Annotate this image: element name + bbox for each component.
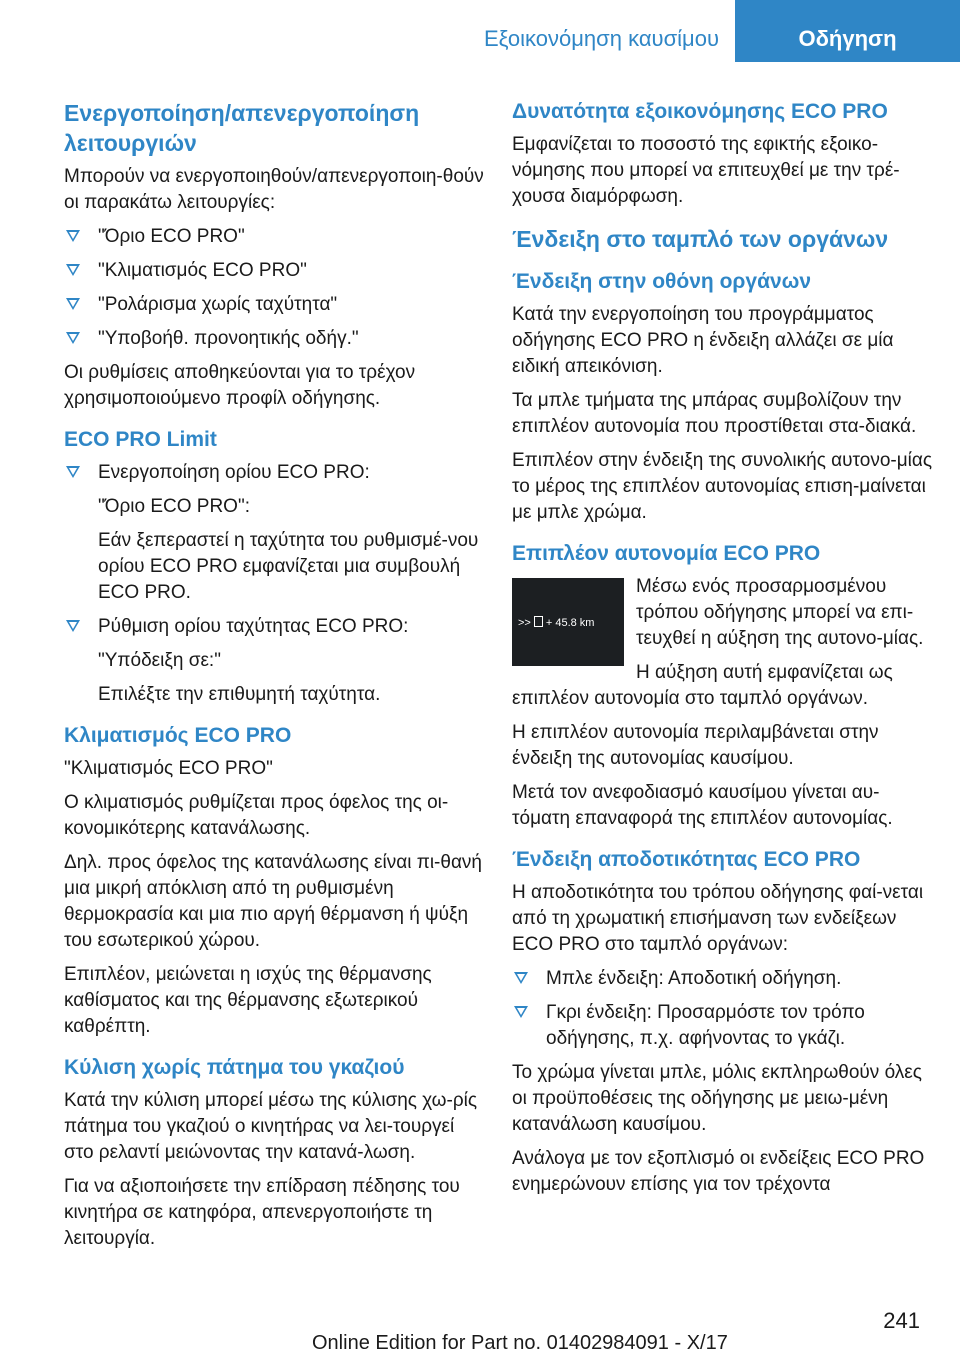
paragraph-climate-4: Επιπλέον, μειώνεται η ισχύς της θέρμανσης καθίσματος και της θέρμανσης εξωτερικού καθρέπτη. bbox=[64, 964, 432, 1037]
list-subtext: Εάν ξεπεραστεί η ταχύτητα του ρυθμισμέ-νου ορίου ECO PRO εμφανίζεται μια συμβουλή ECO PRO. bbox=[98, 530, 479, 603]
bullet-triangle-icon bbox=[514, 1006, 528, 1018]
paragraph-range-2: Η αύξηση αυτή εμφανίζεται ως επιπλέον αυτονομία στο ταμπλό οργάνων. bbox=[512, 662, 893, 709]
page-number: 241 bbox=[883, 1308, 920, 1333]
bullet-triangle-icon bbox=[66, 332, 80, 344]
paragraph-potential: Εμφανίζεται το ποσοστό της εφικτής εξοικο-νόμησης που μπορεί να επιτευχθεί με την τρέ-χουσα διαμόρφωση. bbox=[512, 134, 900, 207]
heading-saving-potential: Δυνατότητα εξοικονόμησης ECO PRO bbox=[512, 100, 888, 123]
list-item: "Όριο ECO PRO" bbox=[64, 224, 484, 250]
bullet-triangle-icon bbox=[514, 972, 528, 984]
list-subtext: "Όριο ECO PRO": bbox=[98, 496, 250, 517]
edition-note: Online Edition for Part no. 01402984091 - X/17 bbox=[312, 1332, 728, 1354]
paragraph-color: Το χρώμα γίνεται μπλε, μόλις εκπληρωθούν όλες οι προϋποθέσεις της οδήγησης με μειω-μένη κατανάλωση καυσίμου. bbox=[512, 1062, 922, 1135]
chevron-right-icon: >> bbox=[518, 617, 531, 629]
bullet-triangle-icon bbox=[66, 230, 80, 242]
efficiency-list bbox=[512, 966, 936, 1052]
paragraph-screen-3: Επιπλέον στην ένδειξη της συνολικής αυτονο-μίας το μέρος της επιπλέον αυτονομίας επιση-μαίνεται με μπλε χρώμα. bbox=[512, 450, 933, 523]
function-list bbox=[64, 224, 484, 352]
list-item: Ενεργοποίηση ορίου ECO PRO: "Όριο ECO PRO": Εάν ξεπεραστεί η ταχύτητα του ρυθμισμέ-νου ορίου ECO PRO εμφανίζεται μια συμβουλή ECO PRO. bbox=[64, 460, 484, 606]
heading-climate: Κλιματισμός ECO PRO bbox=[64, 724, 292, 747]
list-item: Ρύθμιση ορίου ταχύτητας ECO PRO: "Υπόδειξη σε:" Επιλέξτε την επιθυμητή ταχύτητα. bbox=[64, 614, 484, 708]
paragraph-climate-3: Δηλ. προς όφελος της κατανάλωσης είναι πι-θανή μια μικρή απόκλιση από τη ρυθμισμένη θερμοκρασία και μια πιο αργή θέρμανση ή ψύξη του εσωτερικού χώρου. bbox=[64, 852, 482, 951]
right-column bbox=[512, 98, 936, 1206]
heading-extra-range: Επιπλέον αυτονομία ECO PRO bbox=[512, 542, 821, 565]
list-subtext: Επιλέξτε την επιθυμητή ταχύτητα. bbox=[98, 684, 381, 705]
list-item: Μπλε ένδειξη: Αποδοτική οδήγηση. bbox=[512, 966, 936, 992]
paragraph-screen-2: Τα μπλε τμήματα της μπάρας συμβολίζουν την επιπλέον αυτονομία που προστίθεται στα-διακά. bbox=[512, 390, 917, 437]
header-chapter-tab: Οδήγηση bbox=[735, 0, 960, 62]
left-column bbox=[64, 98, 484, 1260]
list-subtext: "Υπόδειξη σε:" bbox=[98, 650, 221, 671]
page-footer bbox=[0, 1302, 960, 1362]
bullet-triangle-icon bbox=[66, 298, 80, 310]
paragraph-screen-1: Κατά την ενεργοποίηση του προγράμματος οδήγησης ECO PRO η ένδειξη αλλάζει σε μία ειδική απεικόνιση. bbox=[512, 304, 894, 377]
bullet-triangle-icon bbox=[66, 264, 80, 276]
extra-range-block bbox=[512, 574, 936, 720]
heading-screen-display: Ένδειξη στην οθόνη οργάνων bbox=[512, 270, 812, 293]
heading-activate-functions: Ενεργοποίηση/απενεργοποίηση λειτουργιών bbox=[64, 100, 420, 156]
paragraph-range-4: Μετά τον ανεφοδιασμό καυσίμου γίνεται αυ-τόματη επαναφορά της επιπλέον αυτονομίας. bbox=[512, 782, 893, 829]
display-readout bbox=[518, 616, 594, 629]
list-item: "Ρολάρισμα χωρίς ταχύτητα" bbox=[64, 292, 484, 318]
paragraph-climate-2: Ο κλιματισμός ρυθμίζεται προς όφελος της οι-κονομικότερης κατανάλωσης. bbox=[64, 792, 449, 839]
heading-coasting: Κύλιση χωρίς πάτημα του γκαζιού bbox=[64, 1056, 405, 1079]
paragraph-coast-1: Κατά την κύλιση μπορεί μέσω της κύλισης χω-ρίς πάτημα του γκαζιού ο κινητήρας να λει-τουργεί στο ρελαντί μειώνοντας την κατανά-λωση. bbox=[64, 1090, 478, 1163]
list-item: "Υποβοήθ. προνοητικής οδήγ." bbox=[64, 326, 484, 352]
paragraph-range-3: Η επιπλέον αυτονομία περιλαμβάνεται στην ένδειξη της αυτονομίας καυσίμου. bbox=[512, 722, 879, 769]
heading-cluster-display: Ένδειξη στο ταμπλό των οργάνων bbox=[512, 226, 889, 252]
heading-eco-pro-limit: ECO PRO Limit bbox=[64, 428, 217, 451]
cluster-display-image bbox=[512, 578, 624, 666]
page-header bbox=[0, 0, 960, 62]
list-item: Γκρι ένδειξη: Προσαρμόστε τον τρόπο οδήγησης, π.χ. αφήνοντας το γκάζι. bbox=[512, 1000, 936, 1052]
header-section-title: Εξοικονόμηση καυσίμου bbox=[484, 26, 719, 51]
display-range-value: + 45.8 km bbox=[545, 617, 595, 629]
bullet-triangle-icon bbox=[66, 620, 80, 632]
limit-list bbox=[64, 460, 484, 708]
paragraph-efficiency: Η αποδοτικότητα του τρόπου οδήγησης φαί-νεται από τη χρωματική επισήμανση των ενδείξεων ECO PRO στο ταμπλό οργάνων: bbox=[512, 882, 924, 955]
paragraph-saved-settings: Οι ρυθμίσεις αποθηκεύονται για το τρέχον χρησιμοποιούμενο προφίλ οδήγησης. bbox=[64, 362, 416, 409]
paragraph-equipment: Ανάλογα με τον εξοπλισμό οι ενδείξεις ECO PRO ενημερώνουν επίσης για τον τρέχοντα bbox=[512, 1148, 925, 1195]
heading-efficiency: Ένδειξη αποδοτικότητας ECO PRO bbox=[512, 848, 861, 871]
bullet-triangle-icon bbox=[66, 466, 80, 478]
fuel-pump-icon bbox=[534, 616, 543, 627]
paragraph-climate-1: "Κλιματισμός ECO PRO" bbox=[64, 758, 273, 779]
list-item: "Κλιματισμός ECO PRO" bbox=[64, 258, 484, 284]
paragraph-coast-2: Για να αξιοποιήσετε την επίδραση πέδησης του κινητήρα σε κατηφόρα, απενεργοποιήστε τη λειτουργία. bbox=[64, 1176, 460, 1249]
paragraph-activate: Μπορούν να ενεργοποιηθούν/απενεργοποιη-θούν οι παρακάτω λειτουργίες: bbox=[64, 166, 484, 213]
paragraph-range-1: Μέσω ενός προσαρμοσμένου τρόπου οδήγησης μπορεί να επι-τευχθεί η αύξηση της αυτονο-μίας. bbox=[636, 576, 924, 649]
